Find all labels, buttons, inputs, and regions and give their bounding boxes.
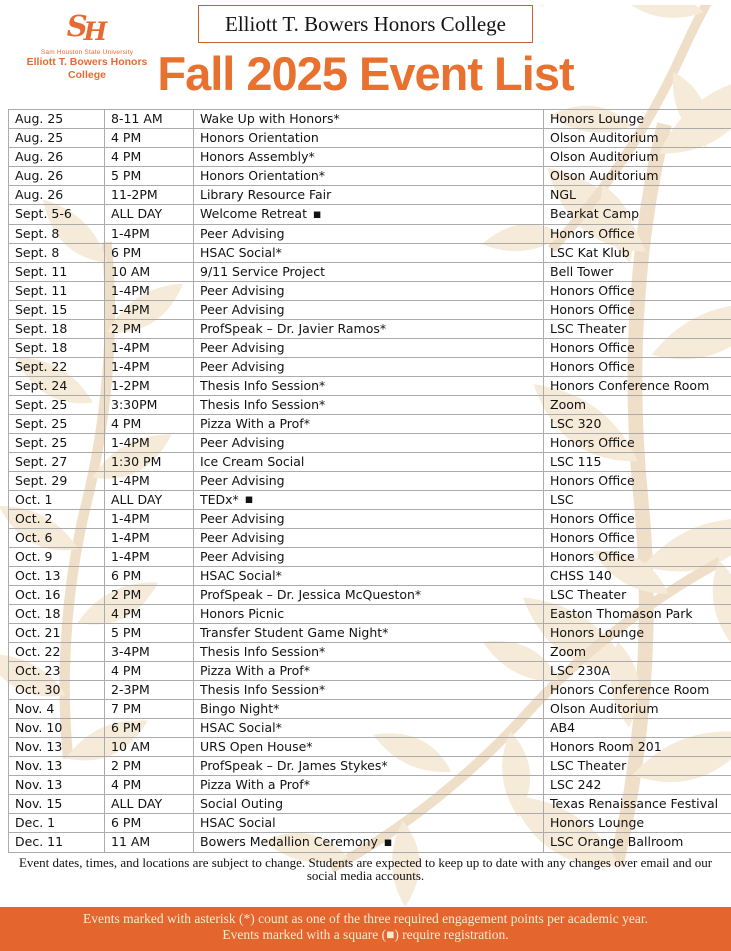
event-location: LSC 115 bbox=[544, 452, 731, 471]
event-location: CHSS 140 bbox=[544, 567, 731, 586]
event-time: 8-11 AM bbox=[105, 110, 194, 129]
event-location: Honors Conference Room bbox=[544, 376, 731, 395]
event-date: Sept. 29 bbox=[9, 471, 105, 490]
event-date: Sept. 24 bbox=[9, 376, 105, 395]
event-time: 1:30 PM bbox=[105, 452, 194, 471]
sh-monogram-icon: SH bbox=[12, 11, 162, 46]
event-date: Sept. 8 bbox=[9, 224, 105, 243]
event-name: HSAC Social* bbox=[194, 243, 544, 262]
event-date: Sept. 25 bbox=[9, 414, 105, 433]
event-date: Nov. 4 bbox=[9, 700, 105, 719]
event-time: 4 PM bbox=[105, 148, 194, 167]
event-row bbox=[9, 110, 731, 129]
event-time: 4 PM bbox=[105, 414, 194, 433]
event-date: Oct. 30 bbox=[9, 681, 105, 700]
event-name: ProfSpeak – Dr. Javier Ramos* bbox=[194, 319, 544, 338]
event-time: 4 PM bbox=[105, 129, 194, 148]
page-title: Fall 2025 Event List bbox=[0, 50, 731, 98]
event-date: Oct. 6 bbox=[9, 529, 105, 548]
event-date: Sept. 5-6 bbox=[9, 205, 105, 225]
event-time: 6 PM bbox=[105, 567, 194, 586]
event-row bbox=[9, 529, 731, 548]
event-list-flyer bbox=[0, 5, 731, 951]
event-time: 6 PM bbox=[105, 243, 194, 262]
event-location: Honors Conference Room bbox=[544, 681, 731, 700]
event-name: Peer Advising bbox=[194, 357, 544, 376]
registration-square-icon: ■ bbox=[384, 838, 392, 848]
event-row bbox=[9, 224, 731, 243]
event-location: Olson Auditorium bbox=[544, 167, 731, 186]
event-date: Sept. 11 bbox=[9, 262, 105, 281]
event-date: Dec. 11 bbox=[9, 833, 105, 853]
event-name: Transfer Student Game Night* bbox=[194, 624, 544, 643]
event-time: 1-4PM bbox=[105, 224, 194, 243]
event-row bbox=[9, 681, 731, 700]
event-location: Zoom bbox=[544, 395, 731, 414]
event-time: 1-4PM bbox=[105, 510, 194, 529]
event-time: 5 PM bbox=[105, 624, 194, 643]
event-name: Peer Advising bbox=[194, 510, 544, 529]
event-date: Nov. 13 bbox=[9, 738, 105, 757]
event-location: Honors Lounge bbox=[544, 624, 731, 643]
event-time: ALL DAY bbox=[105, 490, 194, 510]
event-name: Peer Advising bbox=[194, 548, 544, 567]
event-name: Peer Advising bbox=[194, 224, 544, 243]
event-row bbox=[9, 376, 731, 395]
legend-banner bbox=[0, 907, 731, 951]
event-row bbox=[9, 452, 731, 471]
event-row bbox=[9, 605, 731, 624]
event-location: Honors Office bbox=[544, 300, 731, 319]
shsu-honors-logo bbox=[12, 11, 162, 81]
event-row bbox=[9, 243, 731, 262]
event-location: Texas Renaissance Festival bbox=[544, 795, 731, 814]
event-location: LSC Kat Klub bbox=[544, 243, 731, 262]
event-time: 10 AM bbox=[105, 738, 194, 757]
event-row bbox=[9, 719, 731, 738]
event-name: Ice Cream Social bbox=[194, 452, 544, 471]
event-location: LSC Theater bbox=[544, 319, 731, 338]
event-name: Thesis Info Session* bbox=[194, 643, 544, 662]
event-row bbox=[9, 205, 731, 225]
event-location: Honors Lounge bbox=[544, 814, 731, 833]
event-name: 9/11 Service Project bbox=[194, 262, 544, 281]
event-time: 4 PM bbox=[105, 662, 194, 681]
event-time: 2-3PM bbox=[105, 681, 194, 700]
event-name: Peer Advising bbox=[194, 471, 544, 490]
legend-asterisk-line: Events marked with asterisk (*) count as one of the three required engagement points per academic year. bbox=[0, 911, 731, 927]
event-name: Social Outing bbox=[194, 795, 544, 814]
event-row bbox=[9, 148, 731, 167]
event-date: Oct. 1 bbox=[9, 490, 105, 510]
event-date: Sept. 22 bbox=[9, 357, 105, 376]
event-row bbox=[9, 510, 731, 529]
event-location: NGL bbox=[544, 186, 731, 205]
event-location: Bearkat Camp bbox=[544, 205, 731, 225]
event-row bbox=[9, 738, 731, 757]
event-row bbox=[9, 833, 731, 853]
event-row bbox=[9, 186, 731, 205]
event-time: 5 PM bbox=[105, 167, 194, 186]
event-time: 11-2PM bbox=[105, 186, 194, 205]
event-time: 7 PM bbox=[105, 700, 194, 719]
event-location: Olson Auditorium bbox=[544, 129, 731, 148]
event-time: 1-2PM bbox=[105, 376, 194, 395]
logo-college-line1: Elliott T. Bowers Honors bbox=[12, 57, 162, 69]
event-row bbox=[9, 490, 731, 510]
event-date: Sept. 25 bbox=[9, 395, 105, 414]
event-location: Olson Auditorium bbox=[544, 148, 731, 167]
event-date: Nov. 10 bbox=[9, 719, 105, 738]
event-name: Pizza With a Prof* bbox=[194, 414, 544, 433]
event-name: Thesis Info Session* bbox=[194, 376, 544, 395]
event-time: 2 PM bbox=[105, 586, 194, 605]
event-table bbox=[8, 109, 731, 853]
event-location: LSC 320 bbox=[544, 414, 731, 433]
event-date: Oct. 13 bbox=[9, 567, 105, 586]
event-name: HSAC Social* bbox=[194, 567, 544, 586]
event-name: Peer Advising bbox=[194, 300, 544, 319]
event-location: Zoom bbox=[544, 643, 731, 662]
event-location: Easton Thomason Park bbox=[544, 605, 731, 624]
event-location: LSC Theater bbox=[544, 757, 731, 776]
event-location: Honors Office bbox=[544, 510, 731, 529]
event-row bbox=[9, 776, 731, 795]
event-location: Honors Office bbox=[544, 338, 731, 357]
event-row bbox=[9, 700, 731, 719]
event-time: 1-4PM bbox=[105, 300, 194, 319]
event-table-body bbox=[9, 110, 731, 853]
event-name: Honors Orientation bbox=[194, 129, 544, 148]
event-time: 1-4PM bbox=[105, 357, 194, 376]
event-name: Peer Advising bbox=[194, 529, 544, 548]
event-location: Honors Office bbox=[544, 471, 731, 490]
event-location: Honors Office bbox=[544, 529, 731, 548]
event-name: HSAC Social bbox=[194, 814, 544, 833]
event-row bbox=[9, 338, 731, 357]
event-name: ProfSpeak – Dr. Jessica McQueston* bbox=[194, 586, 544, 605]
event-time: ALL DAY bbox=[105, 795, 194, 814]
event-date: Oct. 2 bbox=[9, 510, 105, 529]
event-location: Honors Office bbox=[544, 357, 731, 376]
event-date: Nov. 13 bbox=[9, 757, 105, 776]
event-row bbox=[9, 395, 731, 414]
event-time: 11 AM bbox=[105, 833, 194, 853]
event-date: Sept. 25 bbox=[9, 433, 105, 452]
header bbox=[0, 5, 731, 109]
event-name: URS Open House* bbox=[194, 738, 544, 757]
event-name: Peer Advising bbox=[194, 338, 544, 357]
event-date: Nov. 13 bbox=[9, 776, 105, 795]
event-date: Sept. 27 bbox=[9, 452, 105, 471]
event-name: Bowers Medallion Ceremony ■ bbox=[194, 833, 544, 853]
event-row bbox=[9, 319, 731, 338]
event-date: Aug. 26 bbox=[9, 167, 105, 186]
registration-square-icon: ■ bbox=[245, 495, 253, 505]
event-time: 1-4PM bbox=[105, 529, 194, 548]
event-date: Oct. 21 bbox=[9, 624, 105, 643]
college-name-box: Elliott T. Bowers Honors College bbox=[198, 5, 533, 43]
event-location: LSC Orange Ballroom bbox=[544, 833, 731, 853]
event-row bbox=[9, 586, 731, 605]
event-name: Thesis Info Session* bbox=[194, 681, 544, 700]
event-name: ProfSpeak – Dr. James Stykes* bbox=[194, 757, 544, 776]
event-location: LSC 242 bbox=[544, 776, 731, 795]
event-name: Welcome Retreat ■ bbox=[194, 205, 544, 225]
event-location: AB4 bbox=[544, 719, 731, 738]
event-row bbox=[9, 814, 731, 833]
event-row bbox=[9, 300, 731, 319]
event-row bbox=[9, 281, 731, 300]
event-row bbox=[9, 567, 731, 586]
event-time: 1-4PM bbox=[105, 338, 194, 357]
event-date: Aug. 25 bbox=[9, 129, 105, 148]
event-location: Honors Office bbox=[544, 281, 731, 300]
event-location: LSC 230A bbox=[544, 662, 731, 681]
registration-square-icon: ■ bbox=[313, 210, 321, 220]
event-row bbox=[9, 167, 731, 186]
event-row bbox=[9, 795, 731, 814]
event-name: Thesis Info Session* bbox=[194, 395, 544, 414]
event-location: Olson Auditorium bbox=[544, 700, 731, 719]
event-row bbox=[9, 129, 731, 148]
event-time: 3:30PM bbox=[105, 395, 194, 414]
event-time: 6 PM bbox=[105, 814, 194, 833]
event-time: 6 PM bbox=[105, 719, 194, 738]
event-name: Library Resource Fair bbox=[194, 186, 544, 205]
event-location: Honors Lounge bbox=[544, 110, 731, 129]
event-time: 10 AM bbox=[105, 262, 194, 281]
logo-university-line: Sam Houston State University bbox=[12, 49, 162, 56]
event-name: Honors Picnic bbox=[194, 605, 544, 624]
event-row bbox=[9, 357, 731, 376]
event-row bbox=[9, 433, 731, 452]
event-time: ALL DAY bbox=[105, 205, 194, 225]
event-date: Aug. 26 bbox=[9, 148, 105, 167]
event-date: Oct. 18 bbox=[9, 605, 105, 624]
event-date: Aug. 25 bbox=[9, 110, 105, 129]
event-time: 1-4PM bbox=[105, 433, 194, 452]
event-location: Bell Tower bbox=[544, 262, 731, 281]
event-row bbox=[9, 414, 731, 433]
event-row bbox=[9, 471, 731, 490]
event-name: Bingo Night* bbox=[194, 700, 544, 719]
event-time: 1-4PM bbox=[105, 548, 194, 567]
event-date: Dec. 1 bbox=[9, 814, 105, 833]
event-date: Oct. 23 bbox=[9, 662, 105, 681]
event-name: Wake Up with Honors* bbox=[194, 110, 544, 129]
event-date: Sept. 8 bbox=[9, 243, 105, 262]
event-date: Sept. 11 bbox=[9, 281, 105, 300]
event-location: LSC Theater bbox=[544, 586, 731, 605]
event-date: Sept. 18 bbox=[9, 338, 105, 357]
event-time: 4 PM bbox=[105, 776, 194, 795]
event-location: Honors Office bbox=[544, 224, 731, 243]
event-name: TEDx* ■ bbox=[194, 490, 544, 510]
event-row bbox=[9, 662, 731, 681]
event-name: Peer Advising bbox=[194, 281, 544, 300]
event-row bbox=[9, 624, 731, 643]
legend-square-line: Events marked with a square (■) require registration. bbox=[0, 927, 731, 943]
event-time: 4 PM bbox=[105, 605, 194, 624]
event-time: 1-4PM bbox=[105, 281, 194, 300]
event-time: 2 PM bbox=[105, 319, 194, 338]
event-time: 1-4PM bbox=[105, 471, 194, 490]
event-row bbox=[9, 643, 731, 662]
event-date: Sept. 15 bbox=[9, 300, 105, 319]
event-location: LSC bbox=[544, 490, 731, 510]
event-name: Pizza With a Prof* bbox=[194, 662, 544, 681]
event-name: Honors Assembly* bbox=[194, 148, 544, 167]
event-date: Oct. 22 bbox=[9, 643, 105, 662]
event-name: Honors Orientation* bbox=[194, 167, 544, 186]
event-date: Sept. 18 bbox=[9, 319, 105, 338]
event-location: Honors Room 201 bbox=[544, 738, 731, 757]
event-name: HSAC Social* bbox=[194, 719, 544, 738]
event-row bbox=[9, 757, 731, 776]
event-row bbox=[9, 262, 731, 281]
event-name: Peer Advising bbox=[194, 433, 544, 452]
event-time: 2 PM bbox=[105, 757, 194, 776]
event-location: Honors Office bbox=[544, 433, 731, 452]
event-date: Nov. 15 bbox=[9, 795, 105, 814]
event-name: Pizza With a Prof* bbox=[194, 776, 544, 795]
event-date: Aug. 26 bbox=[9, 186, 105, 205]
logo-college-line2: College bbox=[12, 70, 162, 82]
event-time: 3-4PM bbox=[105, 643, 194, 662]
disclaimer-text: Event dates, times, and locations are subject to change. Students are expected to keep up to date with any changes over email and our social media accounts. bbox=[6, 856, 726, 883]
event-location: Honors Office bbox=[544, 548, 731, 567]
event-date: Oct. 9 bbox=[9, 548, 105, 567]
event-row bbox=[9, 548, 731, 567]
event-date: Oct. 16 bbox=[9, 586, 105, 605]
